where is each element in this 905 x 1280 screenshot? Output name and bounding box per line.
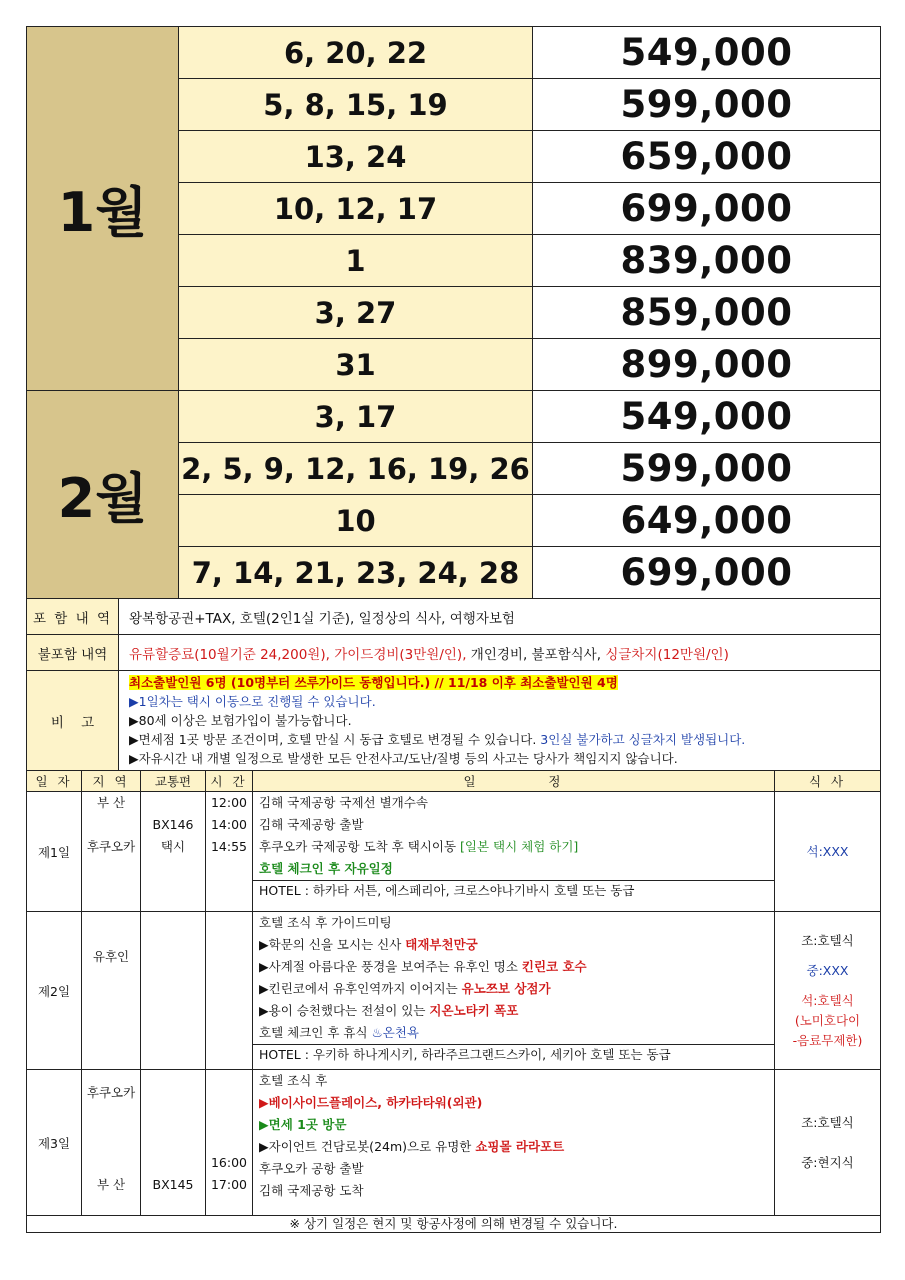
meal-cell: [775, 792, 881, 912]
price: 699,000: [533, 183, 881, 235]
excluded-fuel-guide: 유류할증료(10월기준 24,200원), 가이드경비(3만원/인),: [129, 646, 467, 663]
departure-dates: 3, 27: [179, 287, 533, 339]
included-row: [27, 599, 881, 635]
note-single-charge: 3인실 불가하고 싱글차지 발생됩니다.: [540, 732, 746, 747]
price: 599,000: [533, 79, 881, 131]
info-table: [26, 598, 881, 771]
excluded-row: [27, 635, 881, 671]
departure-dates: 2, 5, 9, 12, 16, 19, 26: [179, 443, 533, 495]
schedule-item: ▶학문의 신을 모시는 신사 태재부천만궁: [259, 937, 478, 952]
header-day: 일 자: [27, 771, 82, 792]
flight-number: BX146: [152, 817, 194, 832]
departure-dates: 13, 24: [179, 131, 533, 183]
excluded-label: 불포함 내역: [27, 635, 119, 671]
region-cell: [82, 1070, 141, 1216]
excluded-single-charge: 싱글차지(12만원/인): [605, 646, 729, 663]
notes-label: 비 고: [27, 671, 119, 771]
time-cell: [206, 1070, 253, 1216]
departure-dates: 31: [179, 339, 533, 391]
meal-lunch: 중:XXX: [806, 962, 849, 978]
city: 유후인: [92, 949, 130, 964]
departure-dates: 1: [179, 235, 533, 287]
meal-cell: [775, 1070, 881, 1216]
day-row-1: [27, 792, 881, 912]
schedule-item: 호텔 조식 후: [259, 1073, 328, 1088]
note-liability: ▶자유시간 내 개별 일정으로 발생한 모든 안전사고/도난/질병 등의 사고는 당사가 책임지지 않습니다.: [129, 751, 678, 766]
header-region: 지 역: [82, 771, 141, 792]
note-insurance: ▶80세 이상은 보험가입이 불가능합니다.: [129, 713, 352, 728]
flight-number: BX145: [152, 1177, 194, 1192]
schedule-item: 김해 국제공항 국제선 별개수속: [259, 795, 428, 810]
hot-spring: ♨온천욕: [371, 1025, 419, 1040]
header-schedule: 일 정: [253, 771, 775, 792]
schedule-item: ▶킨린코에서 유후인역까지 이어지는 유노쯔보 상점가: [259, 981, 551, 996]
transport-taxi: 택시: [160, 839, 186, 854]
city-departure: 후쿠오카: [86, 1085, 136, 1100]
meal-breakfast: 조:호텔식: [801, 1114, 854, 1130]
schedule-cell: [253, 1070, 775, 1216]
schedule-item: ▶자이언트 건담로봇(24m)으로 유명한 쇼핑몰 라라포트: [259, 1139, 565, 1154]
schedule-item: ▶사계절 아름다운 풍경을 보여주는 유후인 명소 킨린코 호수: [259, 959, 587, 974]
schedule-item: 김해 국제공항 출발: [259, 817, 364, 832]
city-departure: 부 산: [96, 795, 126, 810]
time: 14:00: [210, 817, 248, 832]
header-meal: 식 사: [775, 771, 881, 792]
price-row: [27, 27, 881, 79]
month-january: 1월: [27, 27, 179, 391]
time: 16:00: [210, 1155, 248, 1170]
itinerary-header: [27, 771, 881, 792]
price: 649,000: [533, 495, 881, 547]
price: 859,000: [533, 287, 881, 339]
highlight-spot: 태재부천만궁: [405, 937, 478, 952]
time-cell: [206, 792, 253, 912]
transport-cell: [141, 1070, 206, 1216]
region-cell: [82, 912, 141, 1070]
hotel-info: HOTEL : 하카타 서튼, 에스페리아, 크로스야나기바시 호텔 또는 동급: [253, 880, 774, 901]
schedule-item: ▶면세 1곳 방문: [259, 1117, 347, 1132]
schedule-item: ▶베이사이드플레이스, 하카타타워(외관): [259, 1095, 483, 1110]
price-row: [27, 391, 881, 443]
schedule-cell: [253, 912, 775, 1070]
meal-cell: [775, 912, 881, 1070]
excluded-text: [119, 635, 881, 671]
highlight-spot: 쇼핑몰 라라포트: [475, 1139, 565, 1154]
min-participants-note: 최소출발인원 6명 (10명부터 쓰루가이드 동행입니다.) // 11/18 이후 최소출발인원 4명: [129, 675, 618, 690]
itinerary-table: [26, 770, 881, 1233]
departure-dates: 10, 12, 17: [179, 183, 533, 235]
tour-sheet: [26, 26, 880, 1233]
time-cell: [206, 912, 253, 1070]
day-row-2: [27, 912, 881, 1070]
highlight-spot: 킨린코 호수: [521, 959, 587, 974]
footer-row: [27, 1216, 881, 1233]
meal-dinner: 석:XXX: [806, 843, 849, 859]
schedule-item: 호텔 체크인 후 휴식 ♨온천욕: [259, 1025, 419, 1040]
transport-cell: [141, 792, 206, 912]
price-table: [26, 26, 881, 599]
day-label: 제2일: [27, 912, 82, 1070]
price: 549,000: [533, 391, 881, 443]
note-taxi: ▶1일차는 택시 이동으로 진행될 수 있습니다.: [129, 694, 376, 709]
meal-note: (노미호다이: [794, 1012, 861, 1028]
departure-dates: 3, 17: [179, 391, 533, 443]
meal-note: -음료무제한): [792, 1032, 863, 1048]
meal-breakfast: 조:호텔식: [801, 932, 854, 948]
hotel-info: HOTEL : 우키하 하나게시키, 하라주르그랜드스카이, 세키아 호텔 또는 동급: [253, 1044, 774, 1065]
transport-cell: [141, 912, 206, 1070]
taxi-experience: [일본 택시 체험 하기]: [460, 839, 579, 854]
header-time: 시 간: [206, 771, 253, 792]
excluded-personal: 개인경비, 불포함식사,: [466, 646, 606, 663]
schedule-item: 호텔 조식 후 가이드미팅: [259, 915, 392, 930]
departure-dates: 5, 8, 15, 19: [179, 79, 533, 131]
day-label: 제3일: [27, 1070, 82, 1216]
departure-dates: 10: [179, 495, 533, 547]
highlight-spot: 지온노타키 폭포: [429, 1003, 519, 1018]
day-row-3: [27, 1070, 881, 1216]
schedule-item: 김해 국제공항 도착: [259, 1183, 364, 1198]
month-february: 2월: [27, 391, 179, 599]
price: 549,000: [533, 27, 881, 79]
time: 17:00: [210, 1177, 248, 1192]
schedule-item: 후쿠오카 공항 출발: [259, 1161, 364, 1176]
price: 699,000: [533, 547, 881, 599]
price: 659,000: [533, 131, 881, 183]
note-dutyfree: ▶면세점 1곳 방문 조건이며, 호텔 만실 시 동급 호텔로 변경될 수 있습니다. 3인실 불가하고 싱글차지 발생됩니다.: [129, 732, 746, 747]
schedule-item: ▶용이 승천했다는 전설이 있는 지온노타키 폭포: [259, 1003, 519, 1018]
city-arrival: 후쿠오카: [86, 839, 136, 854]
footer-note: ※ 상기 일정은 현지 및 항공사정에 의해 변경될 수 있습니다.: [27, 1216, 881, 1233]
price: 899,000: [533, 339, 881, 391]
header-transport: 교통편: [141, 771, 206, 792]
time: 12:00: [210, 795, 248, 810]
notes-row: [27, 671, 881, 771]
notes-text: [119, 671, 881, 771]
price: 839,000: [533, 235, 881, 287]
included-label: 포 함 내 역: [27, 599, 119, 635]
meal-lunch: 중:현지식: [801, 1154, 854, 1170]
day-label: 제1일: [27, 792, 82, 912]
city-arrival: 부 산: [96, 1177, 126, 1192]
meal-dinner: 석:호텔식: [801, 992, 854, 1008]
price: 599,000: [533, 443, 881, 495]
departure-dates: 7, 14, 21, 23, 24, 28: [179, 547, 533, 599]
schedule-item: 호텔 체크인 후 자유일정: [259, 861, 393, 876]
region-cell: [82, 792, 141, 912]
schedule-item: 후쿠오카 국제공항 도착 후 택시이동 [일본 택시 체험 하기]: [259, 839, 579, 854]
schedule-cell: [253, 792, 775, 912]
departure-dates: 6, 20, 22: [179, 27, 533, 79]
highlight-spot: 유노쯔보 상점가: [461, 981, 551, 996]
included-text: 왕복항공권+TAX, 호텔(2인1실 기준), 일정상의 식사, 여행자보험: [119, 599, 881, 635]
time: 14:55: [210, 839, 248, 854]
